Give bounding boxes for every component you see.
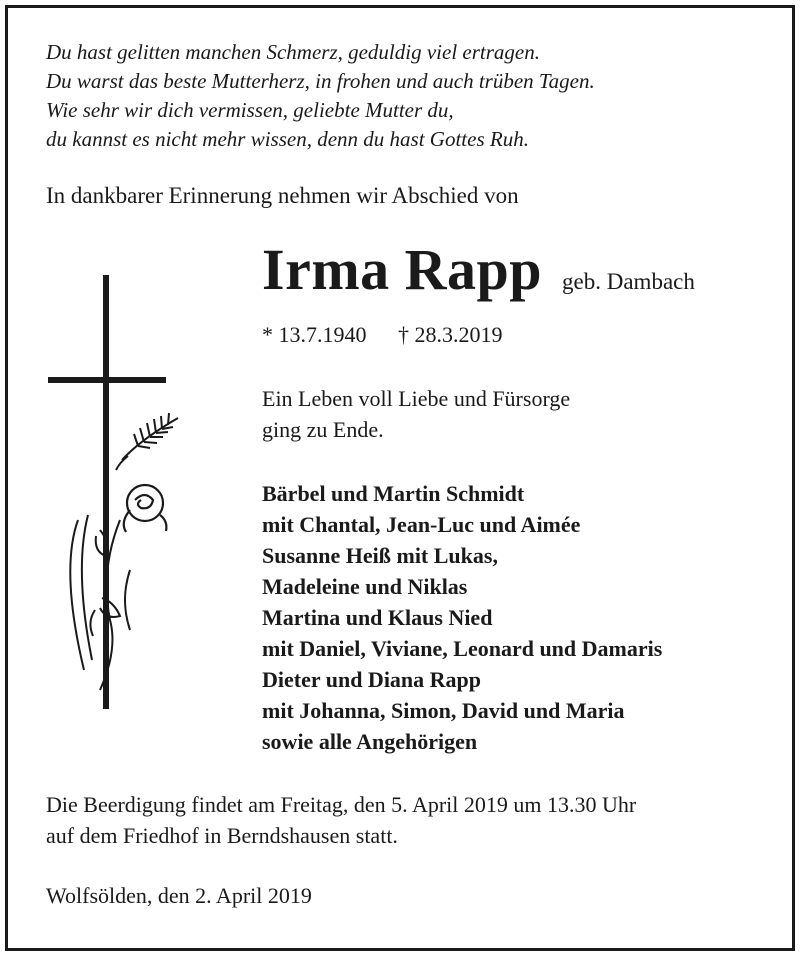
birth-name: geb. Dambach: [562, 269, 695, 294]
death-date: † 28.3.2019: [398, 322, 503, 347]
mourner-line: Bärbel und Martin Schmidt: [262, 481, 525, 506]
mourner-line: Susanne Heiß mit Lukas,: [262, 543, 498, 568]
life-text-line: ging zu Ende.: [262, 417, 384, 442]
poem-line: Wie sehr wir dich vermissen, geliebte Mutter du,: [46, 98, 454, 122]
life-dates: [262, 322, 503, 348]
life-text-line: Ein Leben voll Liebe und Fürsorge: [262, 386, 571, 411]
intro-text: In dankbarer Erinnerung nehmen wir Abschied von: [46, 183, 519, 208]
birth-date: * 13.7.1940: [262, 322, 367, 347]
deceased-name-line: [262, 236, 695, 303]
mourner-line: mit Daniel, Viviane, Leonard und Damaris: [262, 636, 663, 661]
funeral-line: auf dem Friedhof in Berndshausen statt.: [46, 823, 398, 848]
mourner-line: sowie alle Angehörigen: [262, 729, 478, 754]
poem: [46, 38, 595, 154]
mourner-line: Madeleine und Niklas: [262, 574, 468, 599]
mourner-line: Martina und Klaus Nied: [262, 605, 493, 630]
life-text: [262, 383, 570, 445]
mourner-line: mit Chantal, Jean-Luc und Aimée: [262, 512, 581, 537]
poem-line: Du hast gelitten manchen Schmerz, geduldig viel ertragen.: [46, 40, 540, 64]
poem-line: Du warst das beste Mutterherz, in frohen und auch trüben Tagen.: [46, 69, 595, 93]
cross-with-rose-and-wheat-icon: [40, 270, 200, 715]
deceased-name: Irma Rapp: [262, 237, 543, 302]
poem-line: du kannst es nicht mehr wissen, denn du hast Gottes Ruh.: [46, 127, 529, 151]
place-date: Wolfsölden, den 2. April 2019: [46, 883, 312, 908]
mourners-list: [262, 478, 662, 757]
funeral-info: [46, 789, 636, 851]
funeral-line: Die Beerdigung findet am Freitag, den 5. April 2019 um 13.30 Uhr: [46, 792, 637, 817]
mourner-line: Dieter und Diana Rapp: [262, 667, 482, 692]
mourner-line: mit Johanna, Simon, David und Maria: [262, 698, 625, 723]
